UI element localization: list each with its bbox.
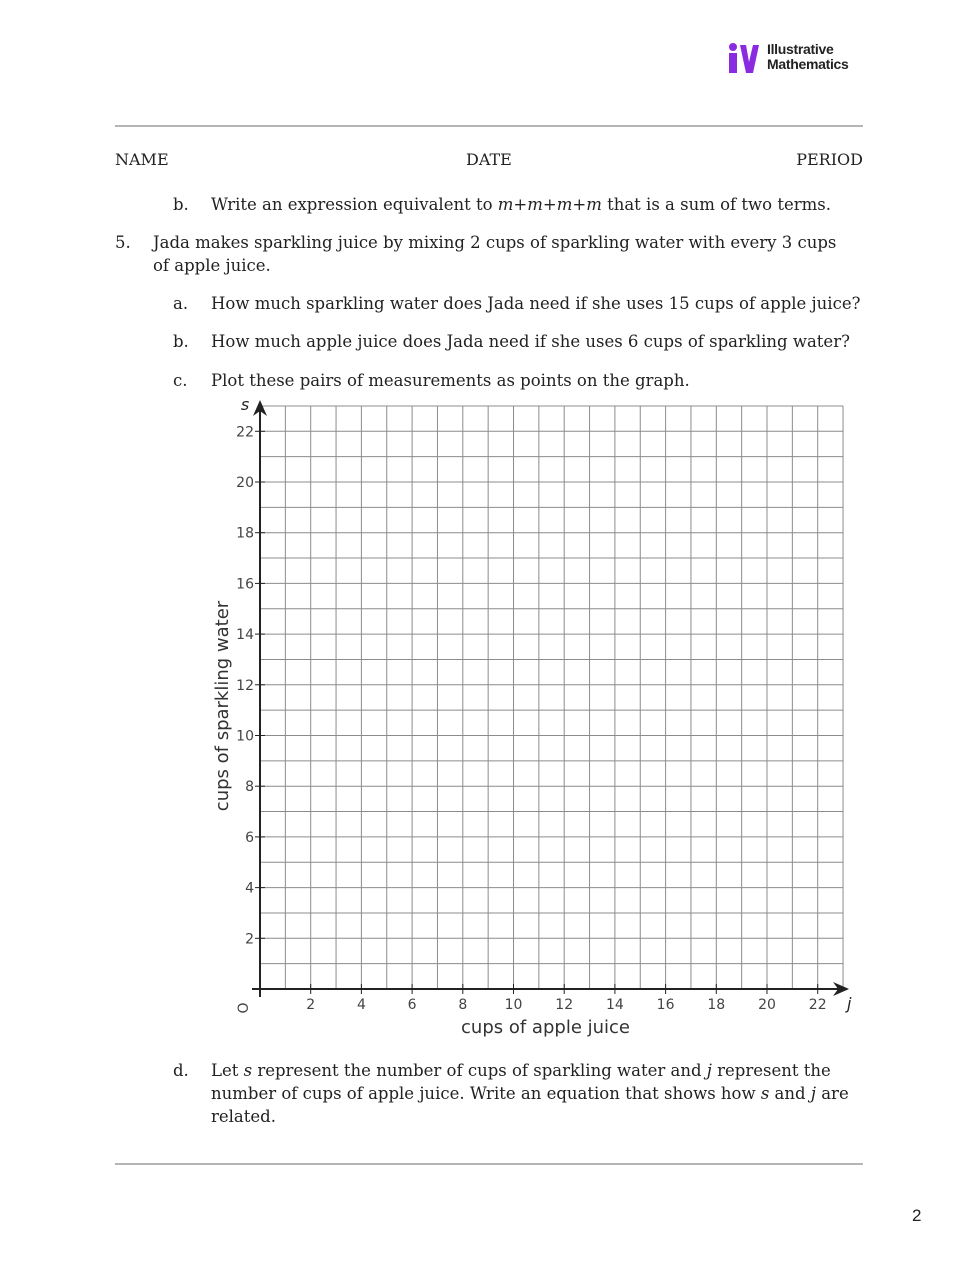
q5d-line-2 — [211, 1082, 851, 1105]
x-tick-label: 12 — [555, 997, 574, 1013]
x-tick-label: 16 — [656, 997, 675, 1013]
grid — [260, 406, 843, 989]
q5d-var-s-2: s — [760, 1084, 770, 1103]
y-tick-label: 18 — [236, 525, 254, 542]
q5c-label: c. — [173, 371, 188, 390]
q5d-t6: are — [815, 1084, 849, 1103]
x-tick-label: 6 — [407, 997, 417, 1013]
q5d-t2: represent the number of cups of sparkling water and — [252, 1061, 707, 1080]
q5-stem: Jada makes sparkling juice by mixing 2 cups of sparkling water with every 3 cups of apple juice. — [153, 233, 837, 275]
y-tick-label: 10 — [236, 728, 254, 745]
y-axis-title: cups of sparkling water — [212, 600, 233, 812]
q5b-label: b. — [173, 332, 189, 351]
y-tick-label: 20 — [236, 475, 254, 491]
origin-label: O — [236, 1002, 252, 1014]
q5d-var-j: j — [706, 1061, 712, 1080]
q5a-label: a. — [173, 294, 189, 313]
y-tick-label: 12 — [236, 677, 254, 694]
q5d-t1: Let — [211, 1061, 244, 1080]
q5d-t5: and — [769, 1084, 811, 1103]
period-label: PERIOD — [796, 150, 863, 169]
q5d-var-s: s — [243, 1061, 253, 1080]
q4b-label: b. — [173, 195, 189, 214]
q5d-text — [211, 1059, 851, 1128]
q5-number: 5. — [115, 233, 131, 252]
q5d-label: d. — [173, 1061, 189, 1080]
q5d-t3: represent the — [711, 1061, 831, 1080]
x-tick-label: 18 — [707, 997, 726, 1013]
x-variable-label: j — [847, 994, 852, 1013]
y-tick-label: 8 — [245, 779, 254, 796]
brand-line-1: Illustrative — [767, 41, 834, 57]
q5d-t4: number of cups of apple juice. Write an equation that shows how — [211, 1084, 761, 1103]
q5d-line-3: related. — [211, 1107, 276, 1126]
y-tick-label: 2 — [245, 931, 254, 948]
y-tick-label: 4 — [245, 880, 254, 897]
y-tick-label: 6 — [245, 829, 254, 846]
y-tick-label: 14 — [236, 627, 254, 644]
brand-line-2: Mathematics — [767, 56, 849, 72]
x-tick-label: 8 — [458, 997, 468, 1013]
q4b-pre: Write an expression equivalent to — [211, 195, 498, 214]
x-tick-label: 4 — [356, 997, 366, 1013]
x-tick-label: 20 — [758, 997, 776, 1013]
q5c-text: Plot these pairs of measurements as points on the graph. — [211, 371, 690, 390]
y-variable-label: s — [240, 394, 250, 414]
x-tick-label: 10 — [504, 997, 523, 1013]
bottom-rule — [115, 1163, 863, 1165]
q5d-line-1 — [211, 1059, 851, 1082]
q5d-var-j-2: j — [810, 1084, 816, 1103]
q4b-expression: m+m+m+m — [497, 195, 602, 214]
q5a-text: How much sparkling water does Jada need if she uses 15 cups of apple juice? — [211, 294, 861, 313]
x-tick-label: 14 — [605, 997, 624, 1013]
x-axis-title: cups of apple juice — [461, 1017, 631, 1038]
date-label: DATE — [466, 150, 512, 169]
q5b-text: How much apple juice does Jada need if she uses 6 cups of sparkling water? — [211, 332, 850, 351]
y-tick-label: 16 — [236, 576, 254, 593]
x-tick-label: 2 — [306, 997, 316, 1013]
name-label: NAME — [115, 150, 169, 169]
x-tick-label: 22 — [808, 997, 827, 1013]
page-number: 2 — [912, 1206, 922, 1225]
axes — [252, 400, 849, 997]
y-tick-label: 22 — [236, 424, 254, 441]
q4b-post: that is a sum of two terms. — [601, 195, 831, 214]
